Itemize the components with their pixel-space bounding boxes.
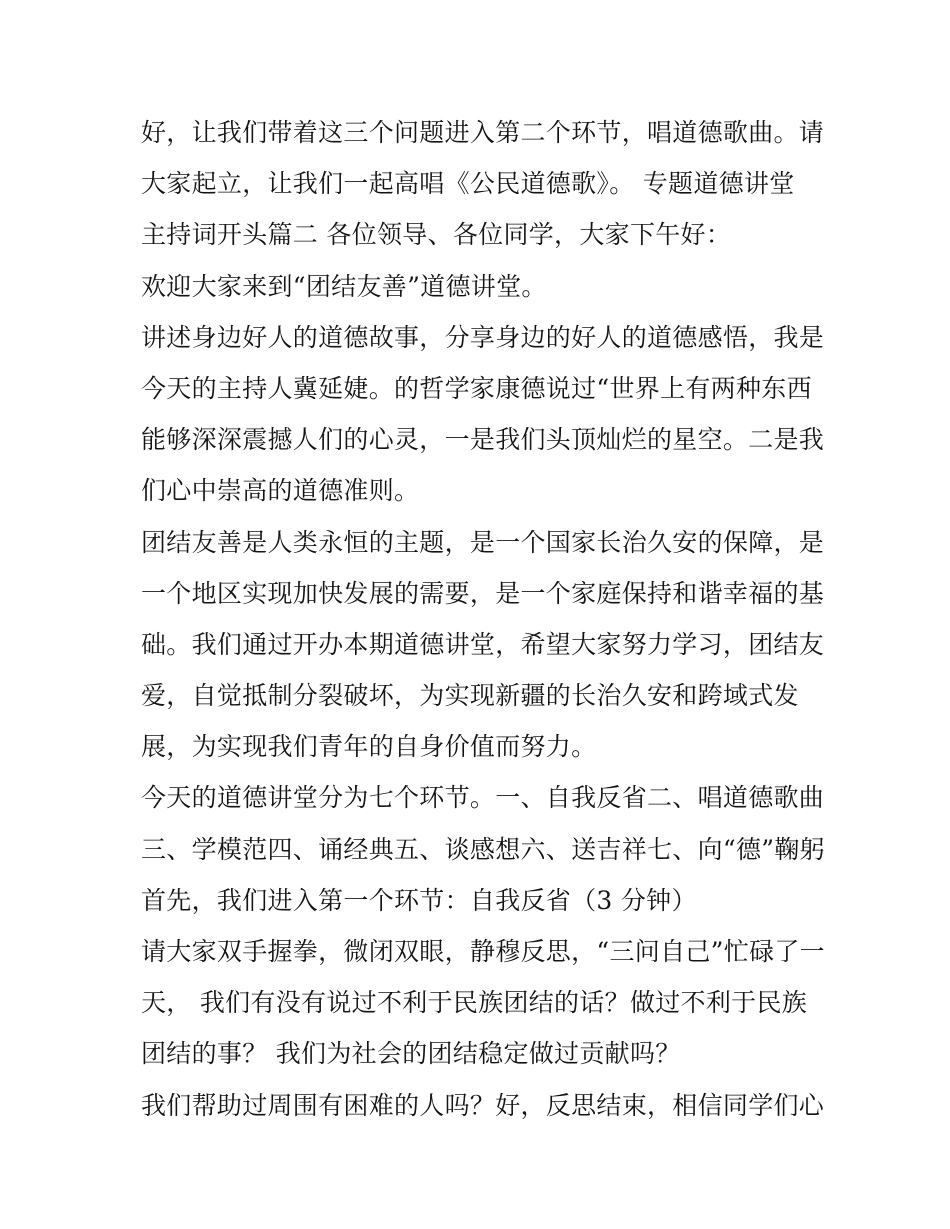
text-line: 主持词开头篇二 各位领导、各位同学，大家下午好：: [141, 220, 732, 250]
text-line: 好，让我们带着这三个问题进入第二个环节，唱道德歌曲。请: [141, 118, 825, 147]
text-line: 讲述身边好人的道德故事，分享身边的好人的道德感悟，我是: [141, 322, 825, 352]
text-line: 今天的主持人冀延婕。的哲学家康德说过“世界上有两种东西: [141, 373, 812, 403]
text-line: 欢迎大家来到“团结友善”道德讲堂。: [141, 271, 547, 301]
text-line: 今天的道德讲堂分为七个环节。一、自我反省二、唱道德歌曲: [141, 783, 825, 813]
text-line: 三、学模范四、诵经典五、谈感想六、送吉祥七、向“德”鞠躬: [141, 834, 825, 864]
text-line: 团结的事？ 我们为社会的团结稳定做过贡献吗？: [141, 1039, 681, 1069]
document-text: [141, 107, 825, 1131]
text-line: 础。我们通过开办本期道德讲堂，希望大家努力学习，团结友: [141, 629, 825, 659]
text-line: 大家起立，让我们一起高唱《公民道德歌》。 专题道德讲堂: [141, 169, 795, 199]
text-line: 爱，自觉抵制分裂破坏，为实现新疆的长治久安和跨域式发: [141, 681, 799, 711]
text-line: 能够深深震撼人们的心灵，一是我们头顶灿烂的星空。二是我: [141, 425, 825, 455]
text-line: 首先，我们进入第一个环节：自我反省（3 分钟）: [141, 885, 697, 915]
text-line: 我们帮助过周围有困难的人吗？好，反思结束，相信同学们心: [141, 1090, 825, 1120]
text-line: 一个地区实现加快发展的需要，是一个家庭保持和谐幸福的基: [141, 578, 825, 608]
text-line: 们心中崇高的道德准则。: [141, 476, 420, 506]
text-line: 展，为实现我们青年的自身价值而努力。: [141, 732, 597, 762]
text-line: 天， 我们有没有说过不利于民族团结的话？做过不利于民族: [141, 988, 808, 1018]
text-line: 请大家双手握拳，微闭双眼，静穆反思，“三问自己”忙碌了一: [141, 937, 825, 966]
text-line: 团结友善是人类永恒的主题，是一个国家长治久安的保障，是: [141, 527, 825, 557]
